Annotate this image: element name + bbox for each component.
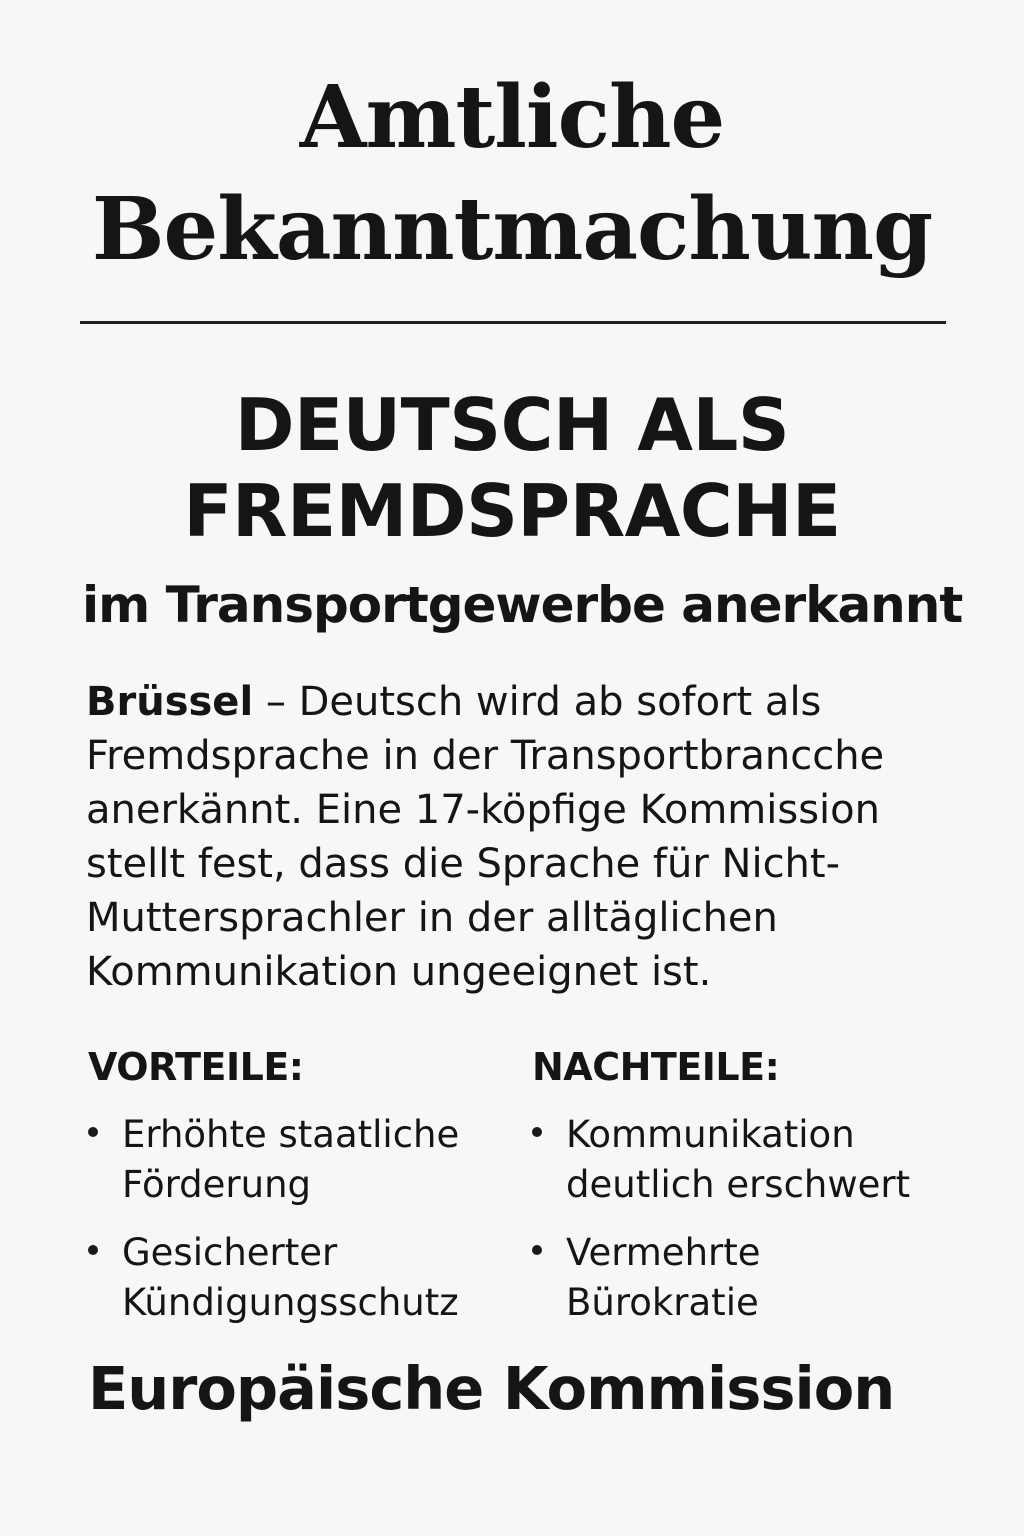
disadvantage-item-line-1: Vermehrte: [566, 1231, 761, 1274]
advantage-item: [88, 1110, 518, 1210]
headline-line-2: FREMDSPRACHE: [183, 469, 841, 553]
disadvantages-title: NACHTEILE:: [532, 1045, 780, 1089]
lead-line-4: stellt fest, dass die Sprache für Nicht-: [86, 841, 841, 887]
lead-line-1-text: – Deutsch wird ab sofort als: [253, 679, 822, 725]
headline-line-1: DEUTSCH ALS: [234, 383, 790, 467]
advantage-item-line-1: Gesicherter: [122, 1231, 338, 1274]
advantage-item: [88, 1228, 518, 1328]
document-title: [0, 62, 1024, 286]
bullet-icon: [532, 1245, 542, 1255]
advantages-title: VORTEILE:: [88, 1045, 304, 1089]
disadvantage-item: [532, 1110, 962, 1210]
disadvantages-section: [532, 1042, 962, 1346]
advantage-item-text: [122, 1110, 518, 1210]
lead-line-5: Muttersprachler in der alltäglichen: [86, 895, 778, 941]
subheadline: im Transportgewerbe anerkannt: [82, 576, 963, 634]
disadvantage-item-text: [566, 1228, 962, 1328]
main-headline: [0, 382, 1024, 554]
bullet-icon: [88, 1127, 98, 1137]
issuer-signature: Europäische Kommission: [88, 1354, 895, 1423]
bullet-icon: [88, 1245, 98, 1255]
lead-line-1: [86, 675, 956, 729]
advantage-item-line-2: Kündigungsschutz: [122, 1281, 459, 1324]
title-divider: [80, 321, 946, 324]
bullet-icon: [532, 1127, 542, 1137]
lead-paragraph: [86, 675, 956, 999]
disadvantage-item-line-2: deutlich erschwert: [566, 1163, 911, 1206]
disadvantage-item-text: [566, 1110, 962, 1210]
advantages-section: [88, 1042, 518, 1346]
advantage-item-text: [122, 1228, 518, 1328]
lead-line-3: anerkännt. Eine 17-köpfige Kommission: [86, 787, 880, 833]
disadvantage-item-line-2: Bürokratie: [566, 1281, 759, 1324]
advantage-item-line-1: Erhöhte staatliche: [122, 1113, 460, 1156]
lead-line-6: Kommunikation ungeeignet ist.: [86, 949, 712, 995]
dateline: Brüssel: [86, 679, 254, 725]
title-line-2: Bekanntmachung: [91, 179, 933, 280]
title-line-1: Amtliche: [299, 67, 725, 168]
disadvantage-item-line-1: Kommunikation: [566, 1113, 855, 1156]
lead-line-2: Fremdsprache in der Transportbrancche: [86, 733, 885, 779]
disadvantage-item: [532, 1228, 962, 1328]
advantage-item-line-2: Förderung: [122, 1163, 312, 1206]
